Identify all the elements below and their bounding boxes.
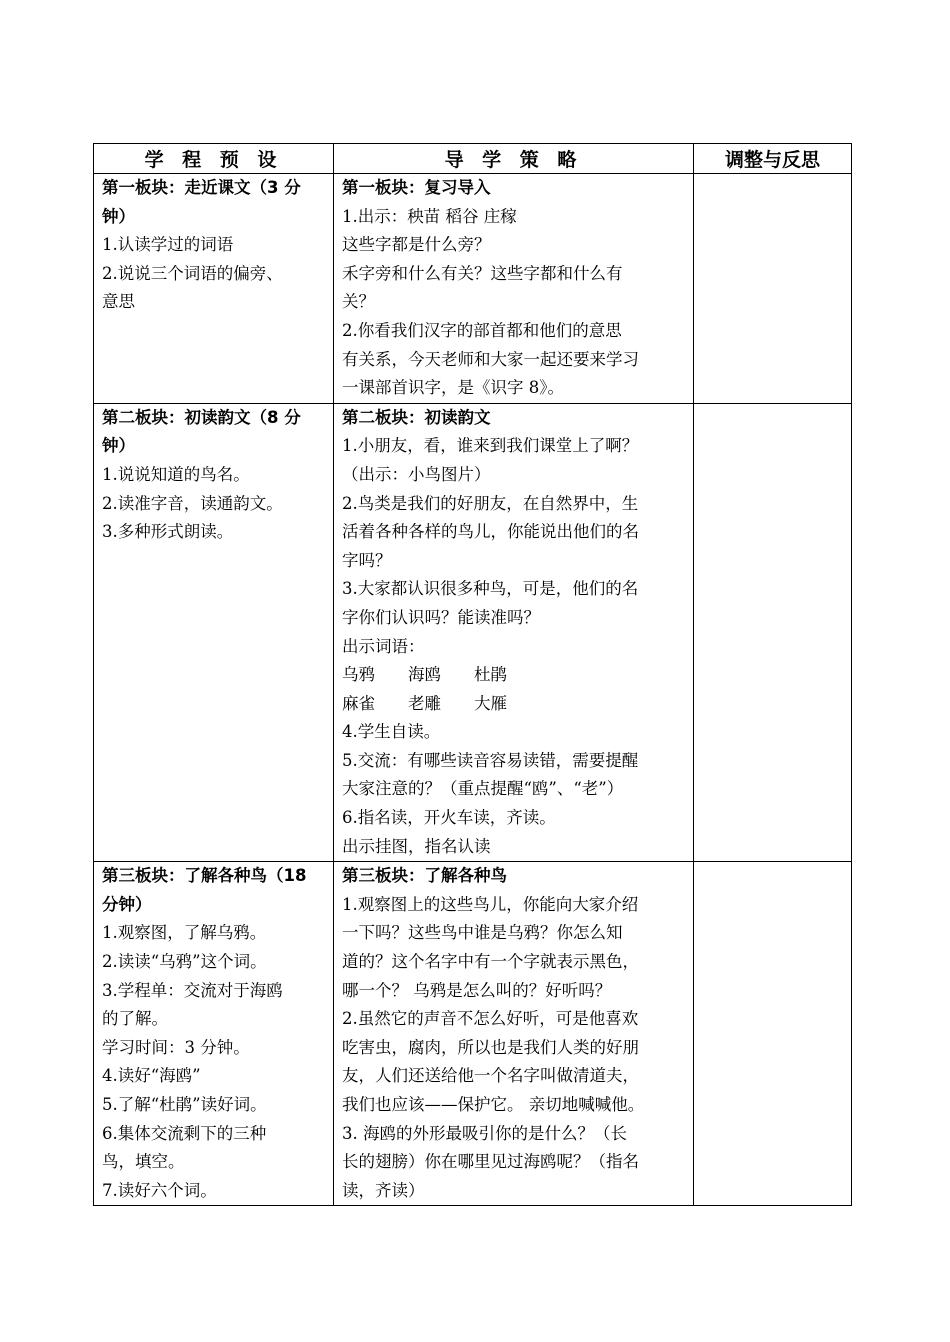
- text-line: 钟）: [102, 436, 135, 456]
- text-line: 4.学生自读。: [342, 722, 441, 742]
- header-adjustment-reflection: 调整与反思: [694, 144, 852, 174]
- text-line: 字吗？: [342, 550, 392, 570]
- lesson-plan-table: [93, 143, 852, 1206]
- text-line: 4.读好“海鸥”: [102, 1066, 201, 1086]
- adjustment-reflection-cell: [694, 862, 852, 1206]
- text-line: 读，齐读）: [342, 1180, 425, 1200]
- guidance-strategy-cell: [334, 174, 694, 404]
- text-line: 2.读准字音，读通韵文。: [102, 493, 283, 513]
- text-line: 1.出示：秧苗 稻谷 庄稼: [342, 206, 517, 226]
- text-line: （出示：小鸟图片）: [342, 464, 491, 484]
- text-line: 1.观察图上的这些鸟儿，你能向大家介绍: [342, 894, 639, 914]
- text-line: 友，人们还送给他一个名字叫做清道夫，: [342, 1066, 639, 1086]
- text-line: 关？: [342, 292, 375, 312]
- text-line: 有关系，今天老师和大家一起还要来学习: [342, 349, 639, 369]
- text-line: 吃害虫，腐肉，所以也是我们人类的好朋: [342, 1037, 639, 1057]
- text-line: 乌鸦 海鸥 杜鹃: [342, 665, 507, 685]
- text-line: 出示词语：: [342, 636, 425, 656]
- text-line: 3.多种形式朗读。: [102, 522, 234, 542]
- course-preset-cell: [94, 403, 334, 862]
- text-line: 1.说说知道的鸟名。: [102, 464, 250, 484]
- text-line: 分钟）: [102, 894, 152, 914]
- text-line: 1.小朋友，看，谁来到我们课堂上了啊？: [342, 436, 639, 456]
- text-line: 2.说说三个词语的偏旁、: [102, 263, 283, 283]
- section-row: [94, 862, 852, 1206]
- guidance-strategy-cell: [334, 403, 694, 862]
- text-line: 出示挂图，指名认读: [342, 836, 491, 856]
- text-line: 5.交流：有哪些读音容易读错，需要提醒: [342, 750, 639, 770]
- text-line: 哪一个？ 乌鸦是怎么叫的？好听吗？: [342, 980, 612, 1000]
- text-line: 鸟，填空。: [102, 1152, 185, 1172]
- text-line: 这些字都是什么旁？: [342, 235, 491, 255]
- text-line: 第一板块：复习导入: [342, 178, 491, 197]
- text-line: 2.鸟类是我们的好朋友，在自然界中，生: [342, 493, 639, 513]
- text-line: 1.观察图，了解乌鸦。: [102, 923, 267, 943]
- text-line: 的了解。: [102, 1009, 168, 1029]
- header-course-preset: 学 程 预 设: [94, 144, 334, 174]
- guidance-strategy-cell: [334, 862, 694, 1206]
- text-line: 第三板块：了解各种鸟: [342, 866, 507, 886]
- text-line: 大家注意的？（重点提醒“鸥”、“老”）: [342, 779, 624, 799]
- text-line: 3.学程单：交流对于海鸥: [102, 980, 283, 1000]
- text-line: 一课部首识字，是《识字 8》。: [342, 378, 564, 398]
- text-line: 6.集体交流剩下的三种: [102, 1123, 267, 1143]
- text-line: 第三板块：了解各种鸟（18: [102, 866, 307, 886]
- text-line: 学习时间：3 分钟。: [102, 1037, 250, 1057]
- header-row: [94, 144, 852, 174]
- text-line: 字你们认识吗？能读准吗？: [342, 607, 540, 627]
- text-line: 5.了解“杜鹃”读好词。: [102, 1095, 267, 1114]
- text-line: 2.你看我们汉字的部首都和他们的意思: [342, 320, 622, 340]
- text-line: 道的？这个名字中有一个字就表示黑色，: [342, 952, 639, 972]
- course-preset-cell: [94, 174, 334, 404]
- text-line: 钟）: [102, 206, 135, 226]
- text-line: 1.认读学过的词语: [102, 235, 234, 255]
- adjustment-reflection-cell: [694, 174, 852, 404]
- text-line: 2.虽然它的声音不怎么好听，可是他喜欢: [342, 1009, 639, 1029]
- text-line: 第二板块：初读韵文（8 分: [102, 407, 301, 427]
- text-line: 意思: [102, 292, 135, 312]
- text-line: 2.读读“乌鸦”这个词。: [102, 952, 267, 972]
- text-line: 一下吗？这些鸟中谁是乌鸦？你怎么知: [342, 923, 623, 943]
- text-line: 7.读好六个词。: [102, 1180, 217, 1200]
- adjustment-reflection-cell: [694, 403, 852, 862]
- text-line: 3. 海鸥的外形最吸引你的是什么？（长: [342, 1123, 627, 1143]
- text-line: 第二板块：初读韵文: [342, 407, 491, 427]
- text-line: 长的翅膀）你在哪里见过海鸥呢？（指名: [342, 1152, 639, 1172]
- text-line: 3.大家都认识很多种鸟，可是，他们的名: [342, 579, 639, 599]
- text-line: 我们也应该——保护它。 亲切地喊喊他。: [342, 1095, 645, 1114]
- course-preset-cell: [94, 862, 334, 1206]
- section-row: [94, 403, 852, 862]
- text-line: 6.指名读，开火车读，齐读。: [342, 808, 556, 828]
- text-line: 麻雀 老雕 大雁: [342, 693, 507, 713]
- text-line: 活着各种各样的鸟儿，你能说出他们的名: [342, 522, 639, 542]
- section-row: [94, 174, 852, 404]
- text-line: 第一板块：走近课文（3 分: [102, 178, 301, 197]
- text-line: 禾字旁和什么有关？这些字都和什么有: [342, 263, 623, 283]
- header-guidance-strategy: 导 学 策 略: [334, 144, 694, 174]
